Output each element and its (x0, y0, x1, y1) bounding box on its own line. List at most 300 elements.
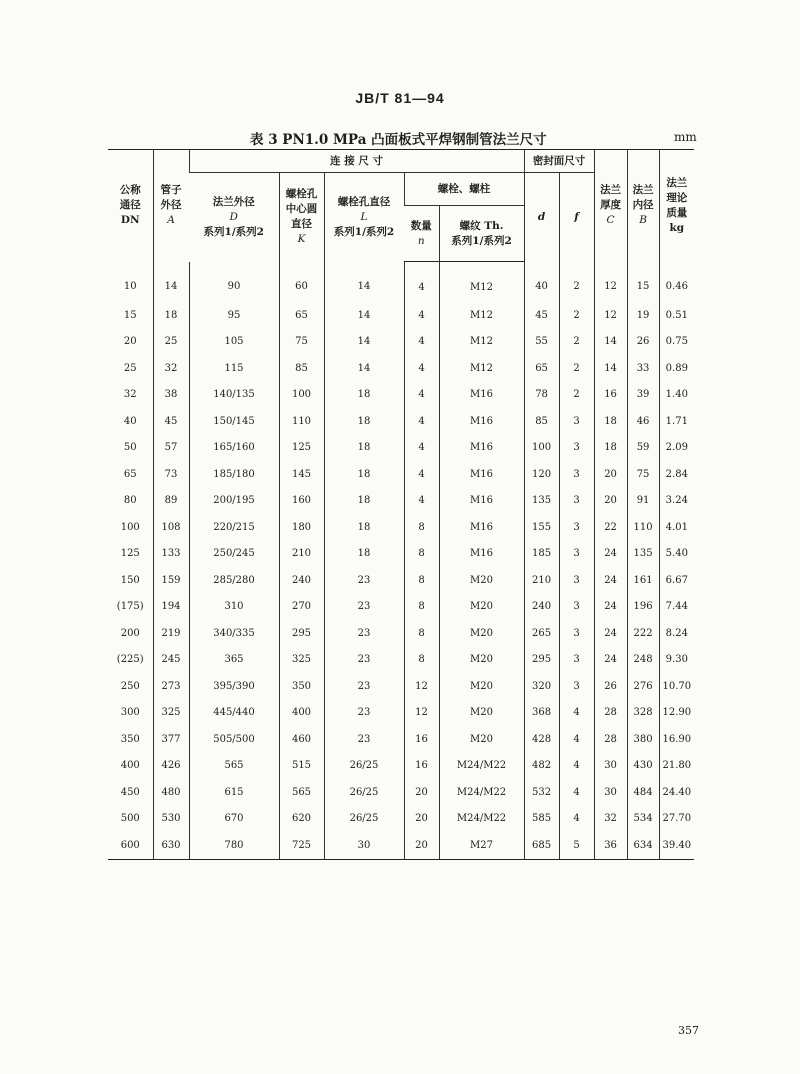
header-flange-bore: 法兰 内径 B (627, 150, 659, 262)
cell-bolt-circle: 160 (279, 488, 324, 515)
cell-bolt-circle: 75 (279, 329, 324, 356)
table-row (108, 594, 694, 621)
cell-thickness: 24 (594, 647, 627, 674)
cell-dn: 400 (120, 760, 140, 772)
cell-bolt-hole: 18 (324, 514, 404, 541)
table-row (108, 620, 694, 647)
cell-bolt-circle: 620 (279, 806, 324, 833)
cell-bore: 33 (627, 355, 659, 382)
cell-seal-d: 155 (524, 514, 559, 541)
cell-bore: 46 (627, 408, 659, 435)
cell-bolt-circle: 295 (279, 620, 324, 647)
cell-flange-od: 310 (189, 594, 279, 621)
table-row (108, 355, 694, 382)
cell-bolt-circle: 85 (279, 355, 324, 382)
cell-seal-f: 3 (559, 567, 594, 594)
cell-thickness: 22 (594, 514, 627, 541)
cell-flange-od: 615 (189, 779, 279, 806)
cell-dn: 40 (123, 415, 137, 427)
cell-bore: 59 (627, 435, 659, 462)
cell-pipe-od: 18 (153, 302, 189, 329)
cell-flange-od: 780 (189, 832, 279, 859)
cell-bolt-hole: 23 (324, 594, 404, 621)
cell-thread: M20 (439, 673, 524, 700)
cell-bolt-count: 4 (404, 461, 439, 488)
header-seal-f: f (559, 173, 594, 262)
cell-bore: 276 (627, 673, 659, 700)
cell-bore: 380 (627, 726, 659, 753)
cell-dn: 100 (120, 521, 140, 533)
cell-mass: 0.46 (659, 262, 694, 303)
cell-thread: M16 (439, 408, 524, 435)
cell-thread: M20 (439, 726, 524, 753)
cell-pipe-od: 530 (153, 806, 189, 833)
cell-seal-f: 4 (559, 753, 594, 780)
cell-thickness: 12 (594, 302, 627, 329)
cell-seal-d: 368 (524, 700, 559, 727)
cell-bolt-circle: 145 (279, 461, 324, 488)
header-flange-mass: 法兰 理论 质量 kg (659, 150, 694, 262)
cell-bolt-count: 4 (404, 355, 439, 382)
cell-flange-od: 365 (189, 647, 279, 674)
cell-mass: 0.89 (659, 355, 694, 382)
cell-bolt-circle: 110 (279, 408, 324, 435)
cell-flange-od: 285/280 (189, 567, 279, 594)
cell-pipe-od: 219 (153, 620, 189, 647)
cell-bore: 328 (627, 700, 659, 727)
cell-bolt-hole: 18 (324, 435, 404, 462)
cell-thread: M12 (439, 302, 524, 329)
cell-bore: 222 (627, 620, 659, 647)
cell-bolt-hole: 26/25 (324, 753, 404, 780)
cell-bolt-circle: 325 (279, 647, 324, 674)
cell-dn: 65 (123, 468, 137, 480)
cell-bolt-hole: 26/25 (324, 779, 404, 806)
cell-mass: 8.24 (659, 620, 694, 647)
cell-flange-od: 250/245 (189, 541, 279, 568)
cell-dn: (225) (116, 654, 144, 666)
cell-bore: 19 (627, 302, 659, 329)
cell-thickness: 18 (594, 408, 627, 435)
header-flange-thickness: 法兰 厚度 C (594, 150, 627, 262)
cell-seal-f: 2 (559, 262, 594, 303)
cell-bolt-hole: 14 (324, 302, 404, 329)
cell-mass: 27.70 (659, 806, 694, 833)
page-number: 357 (678, 1024, 699, 1037)
cell-thread: M16 (439, 435, 524, 462)
table-row (108, 329, 694, 356)
cell-bore: 15 (627, 262, 659, 303)
cell-bolt-hole: 23 (324, 700, 404, 727)
table-row (108, 779, 694, 806)
table-row (108, 700, 694, 727)
cell-bore: 430 (627, 753, 659, 780)
cell-flange-od: 340/335 (189, 620, 279, 647)
cell-seal-f: 3 (559, 673, 594, 700)
cell-bolt-hole: 18 (324, 461, 404, 488)
cell-seal-d: 532 (524, 779, 559, 806)
table-row (108, 302, 694, 329)
cell-pipe-od: 45 (153, 408, 189, 435)
cell-dn: 125 (120, 548, 140, 560)
cell-thread: M20 (439, 567, 524, 594)
cell-flange-od: 105 (189, 329, 279, 356)
cell-bolt-count: 4 (404, 408, 439, 435)
cell-bolt-count: 8 (404, 620, 439, 647)
cell-bolt-hole: 23 (324, 726, 404, 753)
cell-bolt-circle: 210 (279, 541, 324, 568)
table-row (108, 435, 694, 462)
cell-bolt-count: 8 (404, 647, 439, 674)
table-row (108, 488, 694, 515)
cell-bolt-circle: 565 (279, 779, 324, 806)
cell-mass: 5.40 (659, 541, 694, 568)
cell-dn: 500 (120, 813, 140, 825)
cell-bolt-count: 4 (404, 329, 439, 356)
cell-bore: 161 (627, 567, 659, 594)
cell-bolt-hole: 18 (324, 382, 404, 409)
table-row (108, 541, 694, 568)
cell-seal-f: 4 (559, 700, 594, 727)
header-connection-dims: 连 接 尺 寸 (189, 150, 524, 173)
cell-thread: M12 (439, 262, 524, 303)
cell-flange-od: 140/135 (189, 382, 279, 409)
header-seal-d: d (524, 173, 559, 262)
cell-seal-d: 185 (524, 541, 559, 568)
cell-mass: 0.75 (659, 329, 694, 356)
standard-number: JB/T 81—94 (355, 90, 445, 106)
cell-seal-d: 295 (524, 647, 559, 674)
cell-seal-f: 5 (559, 832, 594, 859)
cell-seal-f: 2 (559, 302, 594, 329)
table-row (108, 726, 694, 753)
cell-flange-od: 200/195 (189, 488, 279, 515)
cell-bolt-circle: 460 (279, 726, 324, 753)
cell-thickness: 20 (594, 461, 627, 488)
cell-bolt-count: 12 (404, 673, 439, 700)
cell-seal-d: 240 (524, 594, 559, 621)
header-dn: 公称 通径 DN (108, 150, 153, 262)
cell-thickness: 26 (594, 673, 627, 700)
cell-pipe-od: 426 (153, 753, 189, 780)
cell-dn: 32 (123, 389, 137, 401)
header-bolt-count: 数量 n (404, 206, 439, 262)
cell-dn: 10 (123, 281, 137, 293)
cell-bolt-count: 8 (404, 567, 439, 594)
cell-bolt-count: 12 (404, 700, 439, 727)
cell-seal-f: 4 (559, 726, 594, 753)
table-caption: 表 3 PN1.0 MPa 凸面板式平焊钢制管法兰尺寸 (250, 132, 547, 148)
cell-seal-d: 45 (524, 302, 559, 329)
table-row (108, 382, 694, 409)
cell-mass: 1.40 (659, 382, 694, 409)
cell-dn: (175) (116, 601, 144, 613)
cell-mass: 4.01 (659, 514, 694, 541)
cell-thickness: 24 (594, 541, 627, 568)
cell-mass: 6.67 (659, 567, 694, 594)
cell-thread: M24/M22 (439, 753, 524, 780)
cell-dn: 200 (120, 627, 140, 639)
table-body (108, 262, 694, 860)
cell-mass: 2.84 (659, 461, 694, 488)
cell-bolt-hole: 18 (324, 408, 404, 435)
cell-dn: 15 (123, 309, 137, 321)
cell-thread: M12 (439, 329, 524, 356)
cell-bolt-circle: 725 (279, 832, 324, 859)
cell-thread: M16 (439, 461, 524, 488)
table-row (108, 408, 694, 435)
cell-mass: 24.40 (659, 779, 694, 806)
cell-bolt-count: 16 (404, 726, 439, 753)
cell-bolt-hole: 18 (324, 541, 404, 568)
cell-bolt-circle: 400 (279, 700, 324, 727)
cell-seal-f: 3 (559, 408, 594, 435)
cell-seal-d: 40 (524, 262, 559, 303)
cell-bolt-circle: 270 (279, 594, 324, 621)
cell-flange-od: 90 (189, 262, 279, 303)
cell-bolt-circle: 60 (279, 262, 324, 303)
cell-dn: 150 (120, 574, 140, 586)
cell-seal-d: 265 (524, 620, 559, 647)
cell-mass: 7.44 (659, 594, 694, 621)
cell-mass: 9.30 (659, 647, 694, 674)
cell-dn: 450 (120, 786, 140, 798)
cell-bolt-circle: 125 (279, 435, 324, 462)
cell-mass: 10.70 (659, 673, 694, 700)
cell-pipe-od: 273 (153, 673, 189, 700)
cell-thread: M27 (439, 832, 524, 859)
cell-bolt-count: 8 (404, 514, 439, 541)
cell-seal-d: 78 (524, 382, 559, 409)
cell-bore: 39 (627, 382, 659, 409)
cell-seal-d: 135 (524, 488, 559, 515)
cell-thread: M16 (439, 488, 524, 515)
cell-pipe-od: 73 (153, 461, 189, 488)
header-bolt-hole-dia: 螺栓孔直径 L 系列1/系列2 (324, 173, 404, 262)
cell-mass: 2.09 (659, 435, 694, 462)
cell-pipe-od: 89 (153, 488, 189, 515)
cell-dn: 350 (120, 733, 140, 745)
cell-thickness: 28 (594, 726, 627, 753)
cell-pipe-od: 630 (153, 832, 189, 859)
cell-bore: 26 (627, 329, 659, 356)
cell-dn: 20 (123, 336, 137, 348)
table-row (108, 461, 694, 488)
cell-pipe-od: 133 (153, 541, 189, 568)
cell-seal-d: 85 (524, 408, 559, 435)
cell-thickness: 36 (594, 832, 627, 859)
cell-pipe-od: 57 (153, 435, 189, 462)
cell-thickness: 20 (594, 488, 627, 515)
cell-seal-f: 3 (559, 647, 594, 674)
cell-pipe-od: 14 (153, 262, 189, 303)
cell-bolt-hole: 23 (324, 647, 404, 674)
cell-bolt-count: 4 (404, 435, 439, 462)
table-row (108, 262, 694, 303)
flange-dimension-table (108, 149, 694, 860)
header-sealing-face: 密封面尺寸 (524, 150, 594, 173)
cell-bolt-hole: 18 (324, 488, 404, 515)
cell-thread: M20 (439, 620, 524, 647)
cell-bore: 110 (627, 514, 659, 541)
cell-flange-od: 95 (189, 302, 279, 329)
cell-bore: 196 (627, 594, 659, 621)
cell-bolt-circle: 240 (279, 567, 324, 594)
cell-thread: M16 (439, 514, 524, 541)
cell-mass: 1.71 (659, 408, 694, 435)
cell-seal-d: 428 (524, 726, 559, 753)
cell-bore: 135 (627, 541, 659, 568)
cell-seal-f: 2 (559, 382, 594, 409)
cell-bolt-hole: 30 (324, 832, 404, 859)
cell-seal-f: 3 (559, 461, 594, 488)
cell-seal-d: 210 (524, 567, 559, 594)
cell-flange-od: 445/440 (189, 700, 279, 727)
cell-bolt-count: 8 (404, 541, 439, 568)
cell-dn: 300 (120, 707, 140, 719)
cell-thickness: 12 (594, 262, 627, 303)
cell-thread: M20 (439, 647, 524, 674)
cell-thickness: 24 (594, 567, 627, 594)
cell-thickness: 14 (594, 355, 627, 382)
cell-dn: 25 (123, 362, 137, 374)
cell-bore: 75 (627, 461, 659, 488)
cell-seal-f: 2 (559, 355, 594, 382)
cell-thread: M20 (439, 700, 524, 727)
cell-seal-d: 55 (524, 329, 559, 356)
cell-seal-f: 3 (559, 488, 594, 515)
cell-dn: 600 (108, 832, 153, 859)
cell-flange-od: 670 (189, 806, 279, 833)
cell-bolt-circle: 100 (279, 382, 324, 409)
cell-bolt-hole: 23 (324, 567, 404, 594)
table-row (108, 567, 694, 594)
cell-thickness: 14 (594, 329, 627, 356)
cell-thickness: 32 (594, 806, 627, 833)
cell-seal-d: 120 (524, 461, 559, 488)
cell-thickness: 24 (594, 620, 627, 647)
cell-pipe-od: 480 (153, 779, 189, 806)
cell-thickness: 28 (594, 700, 627, 727)
cell-seal-d: 100 (524, 435, 559, 462)
table-row (108, 647, 694, 674)
table-row (108, 514, 694, 541)
cell-bore: 534 (627, 806, 659, 833)
cell-seal-f: 3 (559, 594, 594, 621)
cell-pipe-od: 194 (153, 594, 189, 621)
cell-thickness: 24 (594, 594, 627, 621)
cell-flange-od: 185/180 (189, 461, 279, 488)
cell-mass: 39.40 (659, 832, 694, 859)
cell-bolt-count: 4 (404, 302, 439, 329)
cell-bolt-hole: 14 (324, 329, 404, 356)
cell-pipe-od: 377 (153, 726, 189, 753)
header-thread: 螺纹 Th. 系列1/系列2 (439, 206, 524, 262)
cell-bolt-circle: 515 (279, 753, 324, 780)
table-row (108, 806, 694, 833)
cell-mass: 21.80 (659, 753, 694, 780)
cell-thread: M24/M22 (439, 806, 524, 833)
cell-thread: M12 (439, 355, 524, 382)
cell-seal-d: 320 (524, 673, 559, 700)
cell-pipe-od: 108 (153, 514, 189, 541)
cell-flange-od: 395/390 (189, 673, 279, 700)
cell-bore: 248 (627, 647, 659, 674)
header-bolts: 螺栓、螺柱 (404, 173, 524, 206)
cell-dn: 50 (123, 442, 137, 454)
table-row (108, 753, 694, 780)
cell-bolt-circle: 65 (279, 302, 324, 329)
cell-flange-od: 505/500 (189, 726, 279, 753)
cell-seal-d: 482 (524, 753, 559, 780)
cell-thread: M20 (439, 594, 524, 621)
cell-flange-od: 150/145 (189, 408, 279, 435)
cell-pipe-od: 32 (153, 355, 189, 382)
cell-dn: 250 (120, 680, 140, 692)
cell-seal-f: 3 (559, 620, 594, 647)
table-row (108, 673, 694, 700)
cell-mass: 0.51 (659, 302, 694, 329)
table-row (108, 832, 694, 859)
cell-mass: 3.24 (659, 488, 694, 515)
cell-seal-f: 2 (559, 329, 594, 356)
cell-flange-od: 165/160 (189, 435, 279, 462)
cell-mass: 12.90 (659, 700, 694, 727)
cell-bolt-count: 20 (404, 806, 439, 833)
cell-bolt-hole: 23 (324, 673, 404, 700)
cell-bolt-hole: 23 (324, 620, 404, 647)
cell-bolt-count: 4 (404, 382, 439, 409)
cell-seal-f: 3 (559, 514, 594, 541)
cell-seal-d: 585 (524, 806, 559, 833)
cell-seal-f: 3 (559, 435, 594, 462)
cell-seal-f: 4 (559, 806, 594, 833)
cell-bolt-hole: 14 (324, 355, 404, 382)
cell-pipe-od: 38 (153, 382, 189, 409)
cell-thread: M16 (439, 541, 524, 568)
cell-pipe-od: 159 (153, 567, 189, 594)
cell-bolt-hole: 26/25 (324, 806, 404, 833)
cell-thickness: 18 (594, 435, 627, 462)
cell-bolt-circle: 180 (279, 514, 324, 541)
header-pipe-od: 管子 外径 A (153, 150, 189, 262)
cell-seal-f: 3 (559, 541, 594, 568)
cell-bolt-count: 4 (404, 488, 439, 515)
cell-bolt-hole: 14 (324, 262, 404, 303)
cell-bolt-count: 16 (404, 753, 439, 780)
cell-flange-od: 115 (189, 355, 279, 382)
unit-label: mm (674, 130, 697, 144)
cell-thickness: 30 (594, 753, 627, 780)
header-bolt-circle: 螺栓孔 中心圆 直径 K (279, 173, 324, 262)
header-flange-od: 法兰外径 D 系列1/系列2 (203, 195, 264, 238)
cell-thread: M24/M22 (439, 779, 524, 806)
cell-pipe-od: 245 (153, 647, 189, 674)
cell-bore: 484 (627, 779, 659, 806)
cell-thread: M16 (439, 382, 524, 409)
cell-bolt-circle: 350 (279, 673, 324, 700)
cell-mass: 16.90 (659, 726, 694, 753)
cell-seal-d: 685 (524, 832, 559, 859)
cell-flange-od: 565 (189, 753, 279, 780)
cell-dn: 80 (123, 495, 137, 507)
cell-bolt-count: 4 (404, 262, 439, 303)
cell-pipe-od: 25 (153, 329, 189, 356)
cell-bore: 634 (627, 832, 659, 859)
cell-thickness: 30 (594, 779, 627, 806)
cell-seal-d: 65 (524, 355, 559, 382)
cell-flange-od: 220/215 (189, 514, 279, 541)
